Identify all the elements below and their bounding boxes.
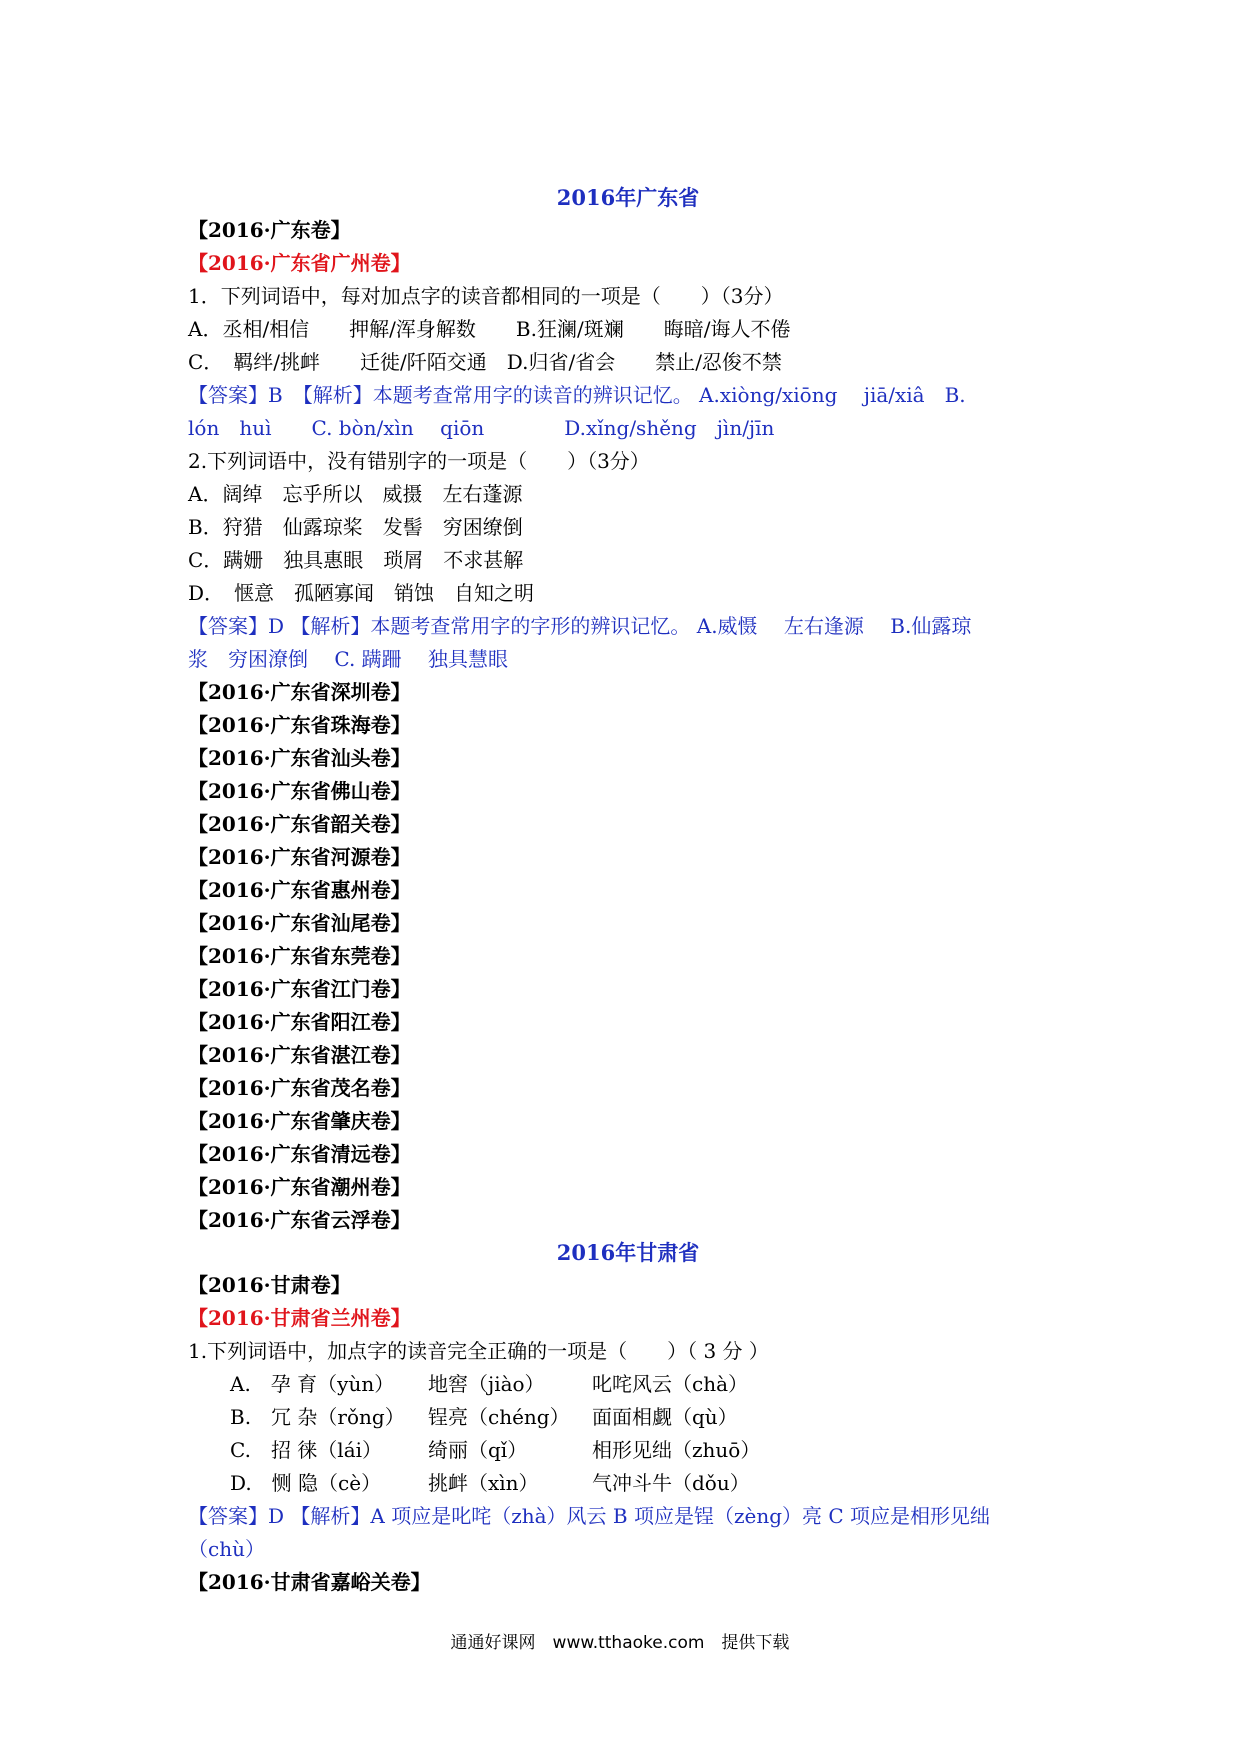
exam-header-item: 【2016·广东省惠州卷】	[188, 878, 411, 902]
exam-header-item: 【2016·广东省汕尾卷】	[188, 911, 411, 935]
page-footer: 通通好课网 www.tthaoke.com 提供下载	[450, 1633, 790, 1653]
gansu-option-cell: 相形见绌（zhuō）	[592, 1438, 761, 1462]
exam-header-item: 【2016·广东省江门卷】	[188, 977, 411, 1001]
gansu-option-cell: 绮丽（qǐ）	[428, 1438, 528, 1462]
exam-header-jiayuguan: 【2016·甘肃省嘉峪关卷】	[188, 1570, 431, 1594]
gansu-option-cell: C. 招 徕（lái）	[230, 1438, 383, 1462]
exam-header-item: 【2016·广东省汕头卷】	[188, 746, 411, 770]
gansu-option-cell: 气冲斗牛（dǒu）	[592, 1471, 750, 1495]
exam-header-item: 【2016·广东省湛江卷】	[188, 1043, 411, 1067]
question-1-options-ab: A．丞相/相信 押解/浑身解数 B.狂澜/斑斓 晦暗/诲人不倦	[188, 317, 791, 341]
exam-header-item: 【2016·广东省东莞卷】	[188, 944, 411, 968]
question-2-option-d: D． 惬意 孤陋寡闻 销蚀 自知之明	[188, 581, 535, 605]
gansu-option-cell: B. 冗 杂（rǒng）	[230, 1405, 405, 1429]
question-2-option-b: B．狩猎 仙露琼桨 发髻 穷困缭倒	[188, 515, 523, 539]
gansu-option-row	[188, 1401, 1068, 1434]
gansu-option-cell: 挑衅（xìn）	[428, 1471, 539, 1495]
exam-header-gansu: 【2016·甘肃卷】	[188, 1273, 351, 1297]
document-body	[188, 182, 1068, 1599]
exam-header-item: 【2016·广东省茂名卷】	[188, 1076, 411, 1100]
question-2-stem: 2.下列词语中，没有错别字的一项是（ ）（3分）	[188, 449, 650, 473]
exam-header-list	[188, 676, 1068, 1237]
question-1-answer-line-2: lón huì C. bòn/xìn qiōn D.xǐng/shěng jìn/jīn	[188, 416, 775, 440]
gansu-question-1-stem: 1.下列词语中，加点字的读音完全正确的一项是（ ）（ 3 分 ）	[188, 1339, 769, 1363]
exam-header-item: 【2016·广东省佛山卷】	[188, 779, 411, 803]
exam-header-item: 【2016·广东省肇庆卷】	[188, 1109, 411, 1133]
exam-header-guangdong: 【2016·广东卷】	[188, 218, 351, 242]
question-2-option-a: A．阔绰 忘乎所以 威摄 左右蓬源	[188, 482, 523, 506]
question-1-answer-line-1: 【答案】B 【解析】本题考查常用字的读音的辨识记忆。 A.xiòng/xiōng jiā/xiâ B.	[188, 383, 966, 407]
exam-header-item: 【2016·广东省清远卷】	[188, 1142, 411, 1166]
gansu-option-row	[188, 1467, 1068, 1500]
exam-header-item: 【2016·广东省河源卷】	[188, 845, 411, 869]
gansu-option-cell: D. 恻 隐（cè）	[230, 1471, 382, 1495]
exam-header-lanzhou: 【2016·甘肃省兰州卷】	[188, 1306, 411, 1330]
gansu-option-cell: A. 孕 育（yùn）	[230, 1372, 395, 1396]
exam-header-item: 【2016·广东省珠海卷】	[188, 713, 411, 737]
gansu-option-row	[188, 1434, 1068, 1467]
exam-header-item: 【2016·广东省阳江卷】	[188, 1010, 411, 1034]
exam-header-guangzhou: 【2016·广东省广州卷】	[188, 251, 411, 275]
gansu-option-row	[188, 1368, 1068, 1401]
section-title-gansu: 2016年甘肃省	[556, 1240, 700, 1265]
exam-header-item: 【2016·广东省云浮卷】	[188, 1208, 411, 1232]
gansu-option-cell: 面面相觑（qù）	[592, 1405, 738, 1429]
gansu-option-cell: 地窖（jiào）	[428, 1372, 545, 1396]
gansu-option-cell: 锃亮（chéng）	[428, 1405, 570, 1429]
section-title-guangdong: 2016年广东省	[556, 185, 700, 210]
exam-header-item: 【2016·广东省深圳卷】	[188, 680, 411, 704]
gansu-option-cell: 叱咤风云（chà）	[592, 1372, 749, 1396]
gansu-question-1-answer-line-2: （chù）	[188, 1537, 265, 1561]
question-2-option-c: C．蹒姗 独具惠眼 琐屑 不求甚解	[188, 548, 524, 572]
question-2-answer-line-2: 浆 穷困潦倒 C. 蹒跚 独具慧眼	[188, 647, 509, 671]
gansu-question-1-options	[188, 1368, 1068, 1500]
exam-header-item: 【2016·广东省潮州卷】	[188, 1175, 411, 1199]
question-2-answer-line-1: 【答案】D 【解析】本题考查常用字的字形的辨识记忆。 A.威慑 左右逢源 B.仙露琼	[188, 614, 972, 638]
gansu-question-1-answer-line-1: 【答案】D 【解析】A 项应是叱咤（zhà）风云 B 项应是锃（zèng）亮 C 项应是相形见绌	[188, 1504, 991, 1528]
exam-header-item: 【2016·广东省韶关卷】	[188, 812, 411, 836]
question-1-stem: 1．下列词语中，每对加点字的读音都相同的一项是（ ）（3分）	[188, 284, 784, 308]
question-1-options-cd: C． 羁绊/挑衅 迁徙/阡陌交通 D.归省/省会 禁止/忍俊不禁	[188, 350, 782, 374]
